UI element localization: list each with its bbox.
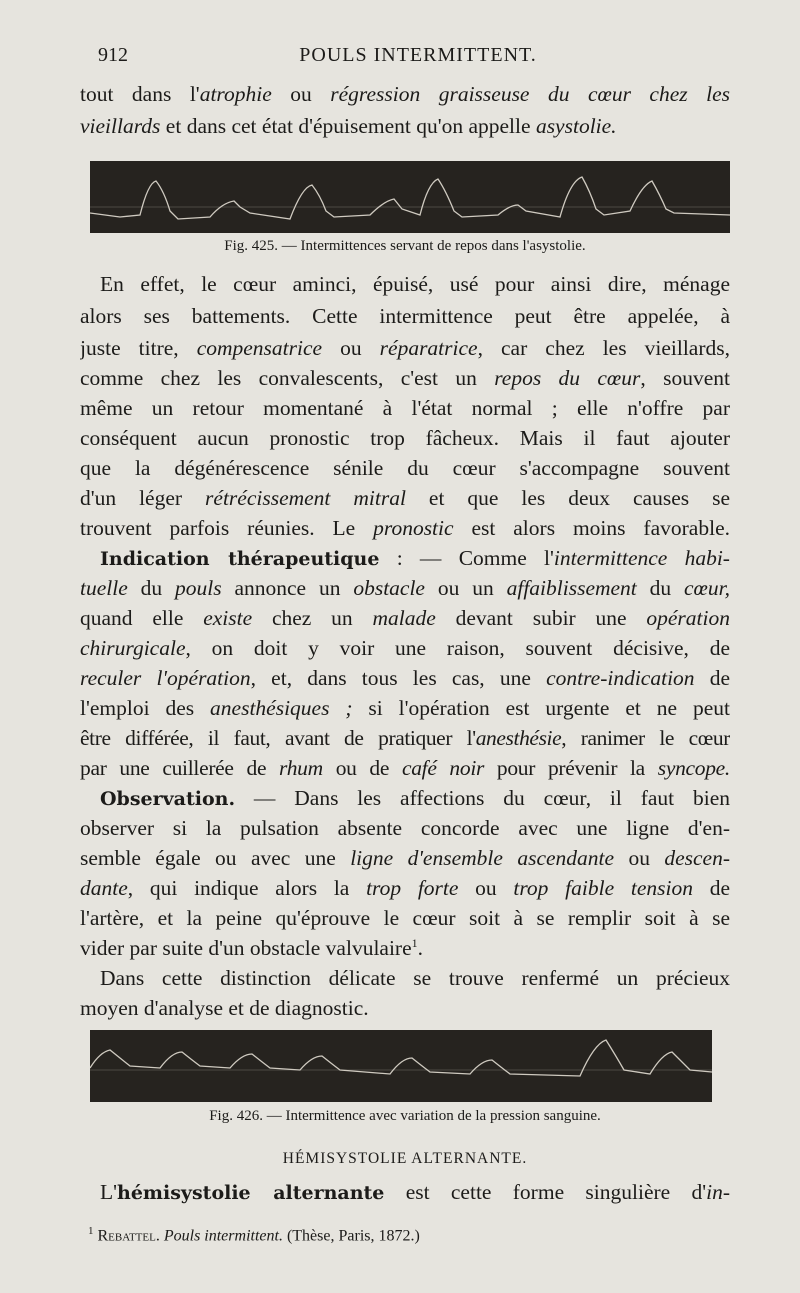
text-line: d'un léger rétrécissement mitral et que les deux causes se (80, 486, 730, 510)
text-line: l'artère, et la peine qu'éprouve le cœur soit à se remplir soit à se (80, 906, 730, 930)
text-line: alors ses battements. Cette intermittence peut être appelée, à (80, 304, 730, 328)
run-in-heading: Observation. (100, 788, 236, 810)
figure-426-pulse-trace (90, 1030, 712, 1102)
figure-426-caption: Fig. 426. — Intermittence avec variation de la pression sanguine. (209, 1108, 601, 1124)
text-line: trouvent parfois réunies. Le pronostic est alors moins favorable. (80, 516, 730, 540)
footnote-title: Pouls intermittent. (163, 1227, 283, 1245)
text-line: Indication thérapeutique : — Comme l'intermittence habi- (100, 546, 730, 570)
text-line: L'hémisystolie alternante est cette forme singulière d'in- (100, 1180, 730, 1204)
text-line: tuelle du pouls annonce un obstacle ou un affaiblissement du cœur, (80, 576, 730, 600)
text-line: conséquent aucun pronostic trop fâcheux. Mais il faut ajouter (80, 426, 730, 450)
text-line: dante, qui indique alors la trop forte ou trop faible tension de (80, 876, 730, 900)
running-header (98, 44, 738, 70)
run-in-heading: Indication thérapeutique (100, 548, 380, 570)
text-line: chirurgicale, on doit y voir une raison, souvent décisive, de (80, 636, 730, 660)
text-line: être différée, il faut, avant de pratiquer l'anesthésie, ranimer le cœur (80, 726, 730, 750)
text-line: juste titre, compensatrice ou réparatrice, car chez les vieillards, (80, 336, 730, 360)
text-line: vider par suite d'un obstacle valvulaire$^1$. (80, 936, 424, 961)
text-line: tout dans l'atrophie ou régression graisseuse du cœur chez les (80, 82, 730, 106)
text-line: vieillards et dans cet état d'épuisement qu'on appelle asystolie. (80, 114, 617, 138)
section-heading: HÉMISYSTOLIE ALTERNANTE. (282, 1150, 528, 1167)
footnote-ref: 1 (411, 936, 418, 950)
text-line: par une cuillerée de rhum ou de café noir pour prévenir la syncope. (80, 756, 730, 780)
text-line: Dans cette distinction délicate se trouve renfermé un précieux (100, 966, 730, 990)
footnote: $^1$ Rebattel. Pouls intermittent. (Thèse, Paris, 1872.) (88, 1225, 420, 1245)
text-line: En effet, le cœur aminci, épuisé, usé pour ainsi dire, ménage (100, 272, 730, 296)
text-line: que la dégénérescence sénile du cœur s'accompagne souvent (80, 456, 730, 480)
text-line: Observation. — Dans les affections du cœur, il faut bien (100, 786, 730, 810)
text-line: comme chez les convalescents, c'est un repos du cœur, souvent (80, 366, 730, 390)
text-line: quand elle existe chez un malade devant subir une opération (80, 606, 730, 630)
text-line: l'emploi des anesthésiques ; si l'opération est urgente et ne peut (80, 696, 730, 720)
figure-425-caption: Fig. 425. — Intermittences servant de repos dans l'asystolie. (224, 238, 586, 254)
text-line: moyen d'analyse et de diagnostic. (80, 996, 369, 1020)
text-line: observer si la pulsation absente concorde avec une ligne d'en- (80, 816, 730, 840)
footnote-mark: 1 (88, 1225, 94, 1237)
footnote-author: Rebattel. (97, 1227, 160, 1245)
page-number: 912 (98, 44, 128, 66)
text-line: même un retour momentané à l'état normal ; elle n'offre par (80, 396, 730, 420)
run-in-heading: hémisystolie alternante (117, 1182, 385, 1204)
running-title: POULS INTERMITTENT. (299, 44, 537, 66)
figure-425-pulse-trace (90, 161, 730, 233)
text-line: reculer l'opération, et, dans tous les cas, une contre-indication de (80, 666, 730, 690)
text-line: semble égale ou avec une ligne d'ensemble ascendante ou descen- (80, 846, 730, 870)
